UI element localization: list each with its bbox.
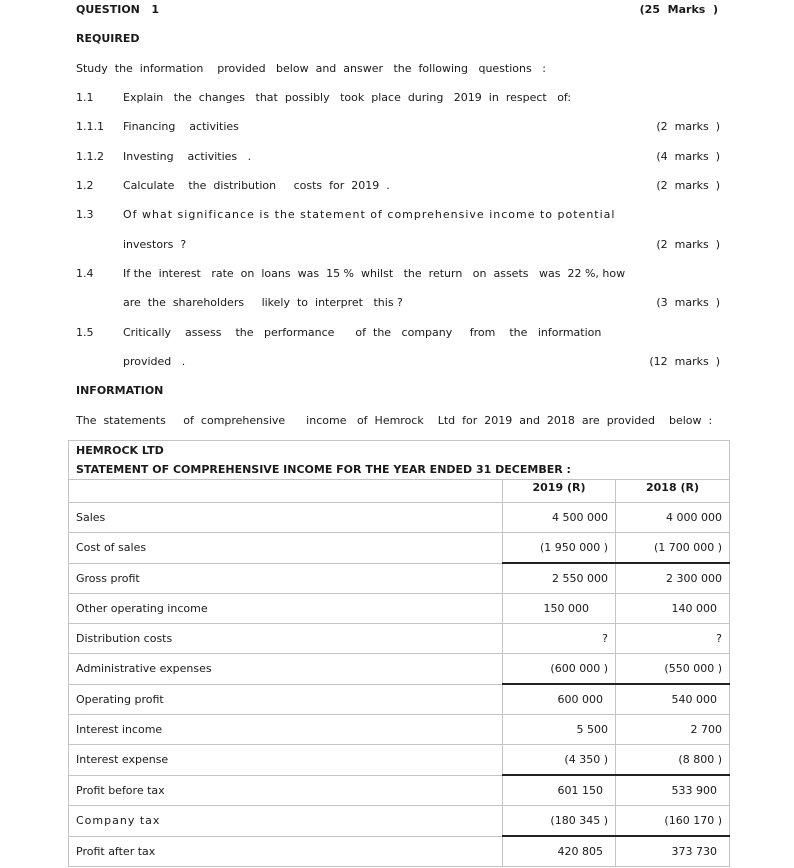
value-2018: (550 000 )	[616, 654, 730, 685]
column-header-2019: 2019 (R)	[503, 480, 616, 503]
question-marks: (3 marks )	[656, 296, 720, 309]
value-2019: (4 350 )	[503, 745, 616, 776]
table-row	[69, 806, 730, 837]
question-text: Of what significance is the statement of comprehensive income to potential	[123, 208, 616, 221]
value-2019: 601 150	[503, 775, 616, 806]
value-2019: 4 500 000	[503, 503, 616, 533]
question-text: provided .	[123, 355, 186, 368]
total-marks: (25 Marks )	[639, 3, 718, 16]
value-2019: (1 950 000 )	[503, 533, 616, 564]
question-text: Explain the changes that possibly took place during 2019 in respect of:	[123, 91, 572, 104]
question-text: Critically assess the performance of the company from the information	[123, 326, 602, 339]
table-row	[69, 715, 730, 745]
information-text: The statements of comprehensive income of Hemrock Ltd for 2019 and 2018 are provided below :	[76, 414, 713, 427]
value-2018: 140 000	[616, 594, 730, 624]
value-2018: 373 730	[616, 836, 730, 867]
row-label: Profit after tax	[69, 836, 503, 867]
value-2019: 420 805	[503, 836, 616, 867]
statement-title: STATEMENT OF COMPREHENSIVE INCOME FOR THE YEAR ENDED 31 DECEMBER :	[69, 460, 730, 480]
value-2019: (600 000 )	[503, 654, 616, 685]
row-label: Profit before tax	[69, 775, 503, 806]
table-row	[69, 533, 730, 564]
question-number: 1.1.1	[76, 120, 104, 133]
value-2018: (8 800 )	[616, 745, 730, 776]
table-row	[69, 775, 730, 806]
row-label: Cost of sales	[69, 533, 503, 564]
value-2019: 5 500	[503, 715, 616, 745]
question-text: If the interest rate on loans was 15 % whilst the return on assets was 22 %, how	[123, 267, 626, 280]
question-marks: (2 marks )	[656, 179, 720, 192]
question-title: QUESTION 1	[76, 3, 160, 16]
table-row	[69, 594, 730, 624]
column-header-2018: 2018 (R)	[616, 480, 730, 503]
row-label: Distribution costs	[69, 624, 503, 654]
value-2018: (160 170 )	[616, 806, 730, 837]
value-2019: 600 000	[503, 684, 616, 715]
income-statement-table	[68, 440, 730, 867]
value-2018: 4 000 000	[616, 503, 730, 533]
row-label: Interest expense	[69, 745, 503, 776]
row-label: Sales	[69, 503, 503, 533]
row-label: Administrative expenses	[69, 654, 503, 685]
value-2019: (180 345 )	[503, 806, 616, 837]
value-2018: 2 700	[616, 715, 730, 745]
table-row	[69, 654, 730, 685]
value-2018: ?	[616, 624, 730, 654]
value-2019: 150 000	[503, 594, 616, 624]
value-2018: 2 300 000	[616, 563, 730, 594]
question-number: 1.2	[76, 179, 94, 192]
required-heading: REQUIRED	[76, 32, 140, 45]
question-number: 1.4	[76, 267, 94, 280]
question-text: are the shareholders likely to interpret this ?	[123, 296, 403, 309]
question-number: 1.1	[76, 91, 94, 104]
table-row	[69, 624, 730, 654]
table-row	[69, 745, 730, 776]
question-number: 1.3	[76, 208, 94, 221]
row-label: Operating profit	[69, 684, 503, 715]
table-row	[69, 836, 730, 867]
value-2019: 2 550 000	[503, 563, 616, 594]
value-2019: ?	[503, 624, 616, 654]
label-column-header	[69, 480, 503, 503]
question-text: Calculate the distribution costs for 2019 .	[123, 179, 390, 192]
information-heading: INFORMATION	[76, 384, 164, 397]
value-2018: (1 700 000 )	[616, 533, 730, 564]
question-number: 1.5	[76, 326, 94, 339]
table-row	[69, 503, 730, 533]
company-name: HEMROCK LTD	[69, 441, 730, 461]
value-2018: 540 000	[616, 684, 730, 715]
question-number: 1.1.2	[76, 150, 104, 163]
question-marks: (2 marks )	[656, 238, 720, 251]
intro-text: Study the information provided below and answer the following questions :	[76, 62, 546, 75]
table-row	[69, 684, 730, 715]
value-2018: 533 900	[616, 775, 730, 806]
question-marks: (2 marks )	[656, 120, 720, 133]
row-label: Company tax	[69, 806, 503, 837]
row-label: Interest income	[69, 715, 503, 745]
question-text: Investing activities .	[123, 150, 252, 163]
question-text: investors ?	[123, 238, 187, 251]
row-label: Other operating income	[69, 594, 503, 624]
table-row	[69, 563, 730, 594]
question-marks: (12 marks )	[649, 355, 720, 368]
question-text: Financing activities	[123, 120, 239, 133]
row-label: Gross profit	[69, 563, 503, 594]
question-marks: (4 marks )	[656, 150, 720, 163]
